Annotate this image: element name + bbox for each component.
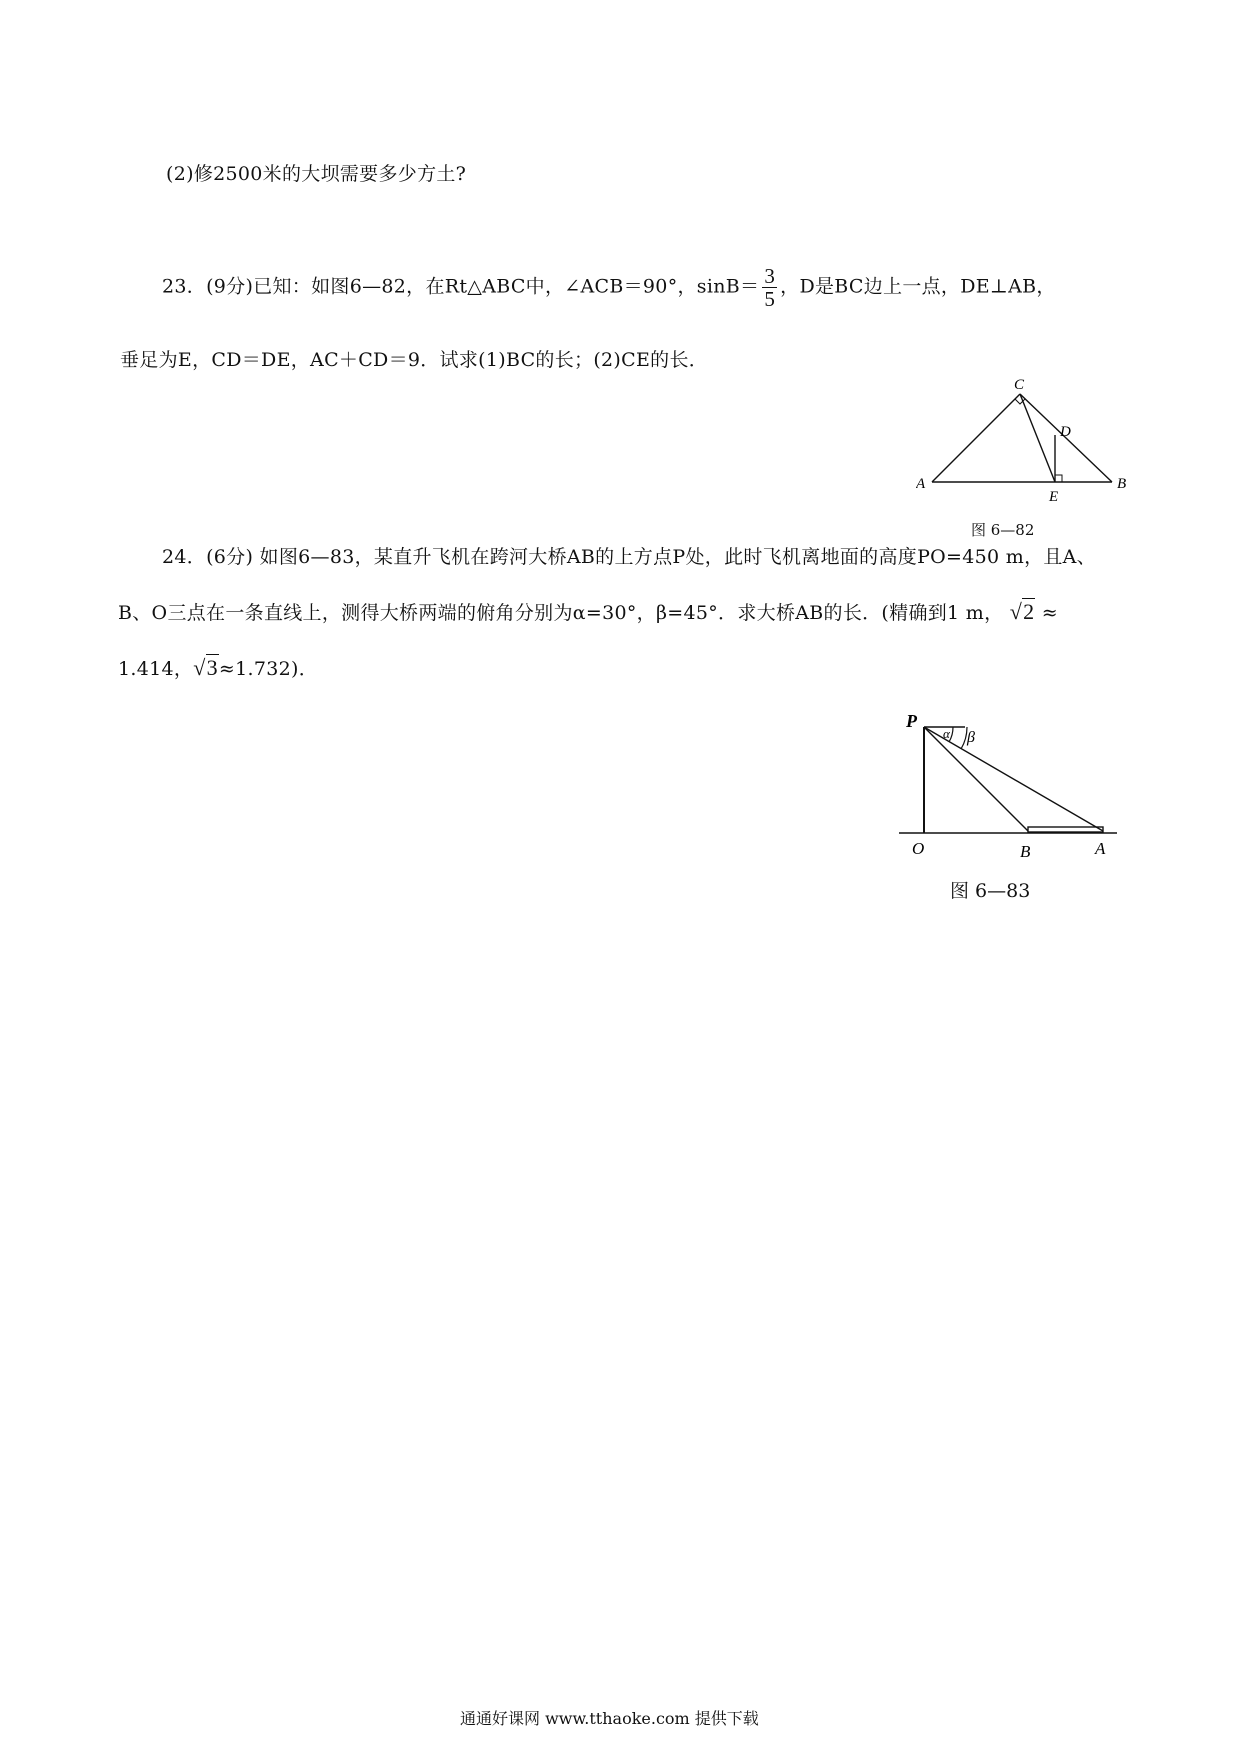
right-angle-mark-e xyxy=(1055,475,1062,482)
q23-line2 xyxy=(120,348,708,372)
label-a: A xyxy=(1095,839,1106,858)
sqrt-2-radicand: 2 xyxy=(1023,599,1035,624)
fraction-denominator: 5 xyxy=(764,287,776,311)
side-ac xyxy=(932,394,1020,482)
label-alpha: α xyxy=(943,726,950,741)
q23-line1-b: ，D是BC边上一点，DE⊥AB， xyxy=(780,275,1056,298)
label-e: E xyxy=(1049,489,1059,505)
label-beta: β xyxy=(967,729,975,746)
q24-line2 xyxy=(118,600,1058,625)
figure-6-83-caption: 图 6—83 xyxy=(950,880,1031,902)
q24-line2-a: B、O三点在一条直线上，测得大桥两端的俯角分别为α=30°，β=45°．求大桥AB的长．(精确到1 m， xyxy=(118,602,1004,624)
q23-line1-a: 23．(9分)已知：如图6—82，在Rt△ABC中，∠ACB＝90°，sinB＝ xyxy=(162,275,760,298)
figure-6-82 xyxy=(916,372,1166,522)
label-b: B xyxy=(1117,476,1127,492)
sightline-pa xyxy=(924,727,1103,831)
label-d: D xyxy=(1060,424,1071,440)
sqrt-3-radicand: 3 xyxy=(206,655,218,680)
q23-line1 xyxy=(162,265,1056,310)
footer: 通通好课网 www.tthaoke.com 提供下载 xyxy=(460,1709,759,1728)
q23-line2-text: 垂足为E，CD＝DE，AC＋CD＝9．试求(1)BC的长；(2)CE的长． xyxy=(120,349,709,371)
approx-symbol: ≈ xyxy=(1041,602,1058,624)
label-b: B xyxy=(1020,842,1031,861)
sqrt-3: √3 xyxy=(193,655,218,680)
label-o: O xyxy=(912,839,925,858)
sinb-fraction xyxy=(762,265,777,310)
q24-line3-b: ≈1.732)． xyxy=(218,658,319,680)
q24-line3-a: 1.414， xyxy=(118,658,194,680)
q24-line3 xyxy=(118,656,318,681)
q22-part2 xyxy=(166,162,466,186)
label-a: A xyxy=(916,476,926,492)
figure-6-82-caption: 图 6—82 xyxy=(971,521,1035,539)
figure-6-83 xyxy=(895,705,1130,865)
segment-ce xyxy=(1020,394,1055,482)
q22-part2-text: (2)修2500米的大坝需要多少方土? xyxy=(166,163,467,185)
label-c: C xyxy=(1014,377,1025,393)
sqrt-2: √2 xyxy=(1009,599,1035,624)
q24-line1 xyxy=(162,545,1096,569)
label-p: P xyxy=(906,711,917,731)
bridge-ab xyxy=(1028,827,1103,832)
fraction-numerator: 3 xyxy=(764,264,776,288)
q24-line1-text: 24．(6分) 如图6—83，某直升飞机在跨河大桥AB的上方点P处，此时飞机离地面的高度PO=450 m，且A、 xyxy=(162,546,1096,568)
